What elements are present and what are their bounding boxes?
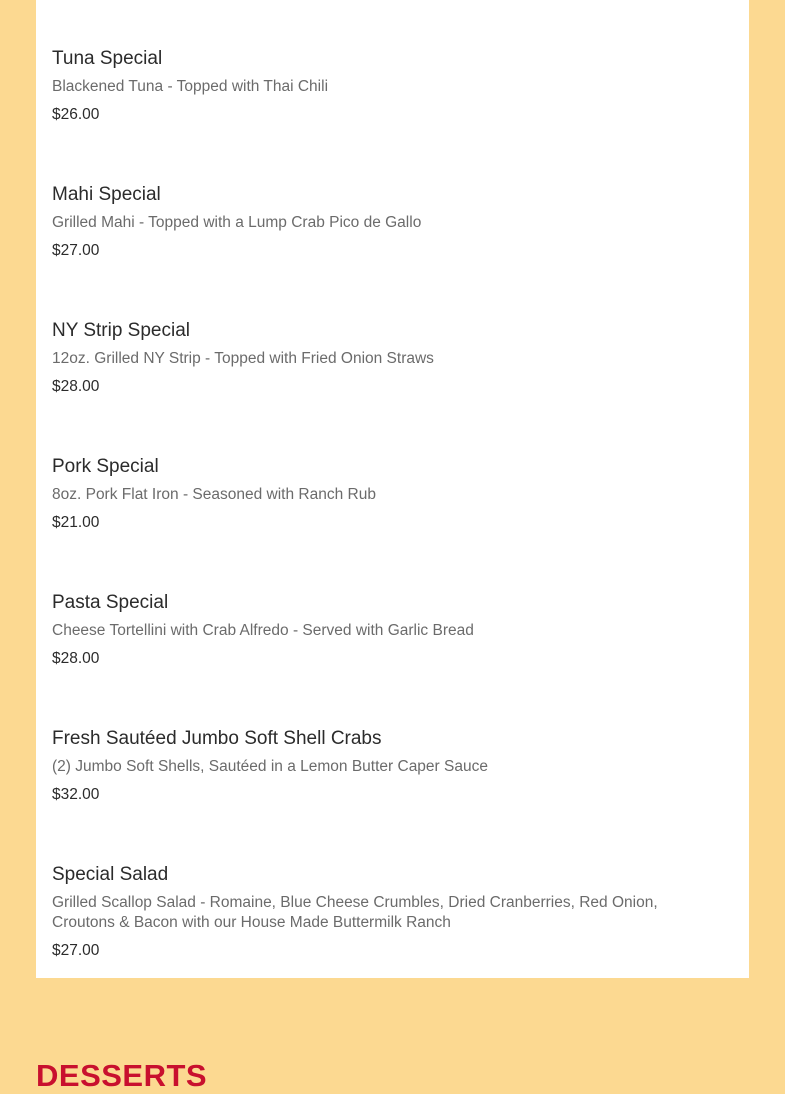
menu-item-description: (2) Jumbo Soft Shells, Sautéed in a Lemon Butter Caper Sauce [52, 758, 488, 775]
menu-item-ny-strip-special [52, 320, 692, 397]
menu-item-price: $21.00 [52, 514, 100, 531]
menu-item-mahi-special [52, 184, 692, 261]
menu-item-name: Tuna Special [52, 48, 163, 69]
desserts-section-title: DESSERTS [36, 1058, 208, 1093]
menu-item-name: Fresh Sautéed Jumbo Soft Shell Crabs [52, 728, 382, 749]
menu-item-description: 12oz. Grilled NY Strip - Topped with Fried Onion Straws [52, 350, 434, 367]
menu-item-description: Grilled Scallop Salad - Romaine, Blue Cheese Crumbles, Dried Cranberries, Red Onion, Croutons & Bacon with our House Made Buttermilk Ranch [52, 894, 658, 931]
menu-item-description: Blackened Tuna - Topped with Thai Chili [52, 78, 329, 95]
menu-item-price: $32.00 [52, 786, 100, 803]
menu-item-name: NY Strip Special [52, 320, 190, 341]
menu-item-soft-shell-crabs [52, 728, 692, 805]
menu-item-tuna-special [52, 48, 692, 125]
menu-item-pasta-special [52, 592, 692, 669]
menu-item-description: Cheese Tortellini with Crab Alfredo - Served with Garlic Bread [52, 622, 474, 639]
menu-item-price: $27.00 [52, 242, 100, 259]
menu-item-name: Pork Special [52, 456, 159, 477]
menu-item-name: Mahi Special [52, 184, 161, 205]
specials-menu-card [36, 0, 749, 978]
menu-item-description: Grilled Mahi - Topped with a Lump Crab Pico de Gallo [52, 214, 422, 231]
menu-item-pork-special [52, 456, 692, 533]
menu-item-price: $28.00 [52, 378, 100, 395]
menu-item-price: $26.00 [52, 106, 100, 123]
menu-item-name: Pasta Special [52, 592, 169, 613]
menu-item-description: 8oz. Pork Flat Iron - Seasoned with Ranch Rub [52, 486, 376, 503]
menu-item-price: $27.00 [52, 942, 100, 959]
menu-item-name: Special Salad [52, 864, 169, 885]
menu-item-price: $28.00 [52, 650, 100, 667]
menu-item-special-salad [52, 864, 692, 961]
